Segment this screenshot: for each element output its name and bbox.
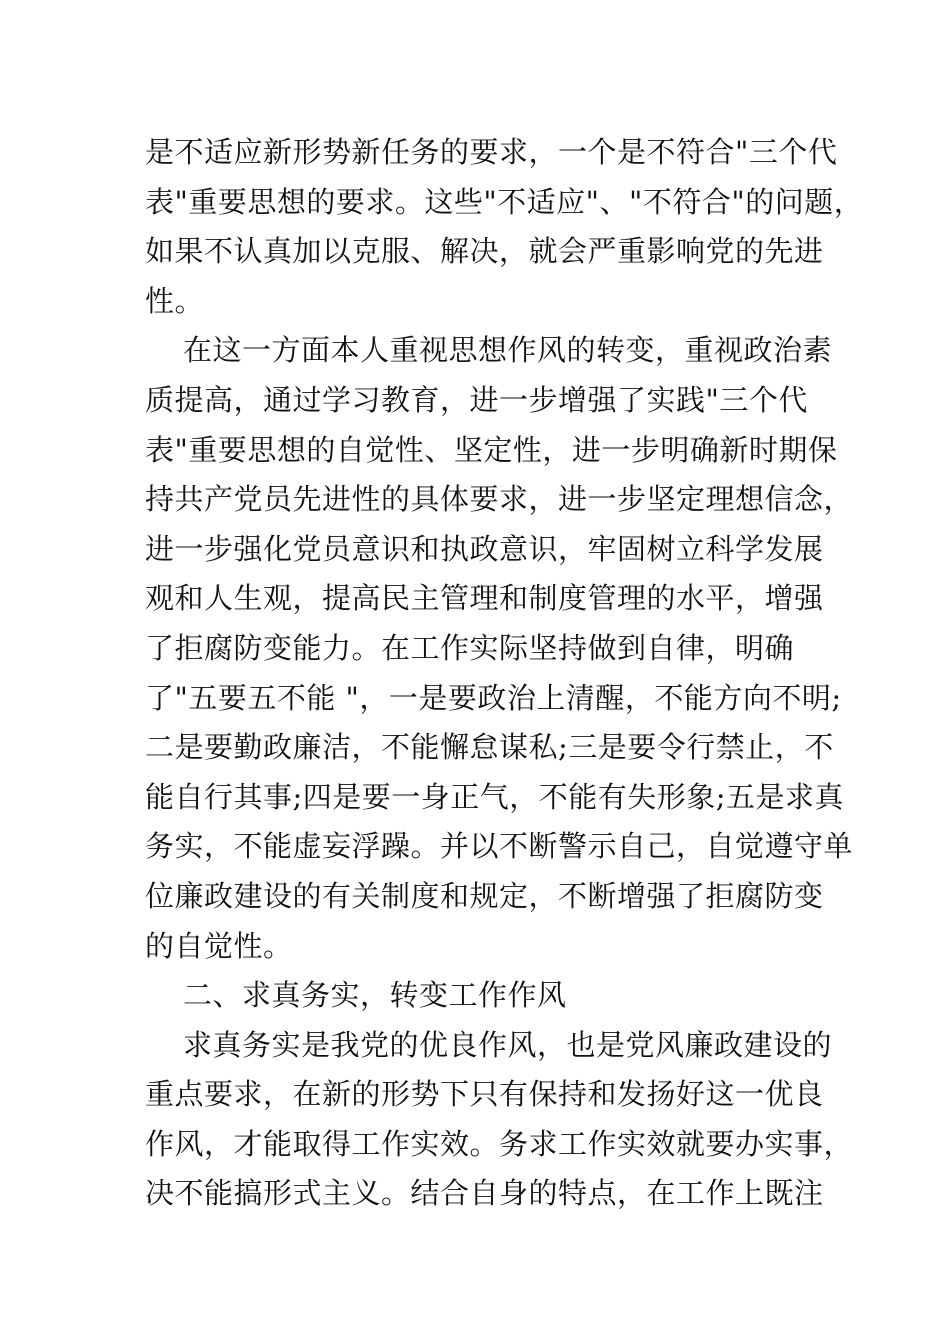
text-line: 务实，不能虚妄浮躁。并以不断警示自己，自觉遵守单 [145, 829, 854, 864]
text-line: 重点要求，在新的形势下只有保持和发扬好这一优良 [145, 1077, 824, 1112]
text-line: 是不适应新形势新任务的要求，一个是不符合"三个代 [145, 135, 838, 169]
text-line: 了拒腐防变能力。在工作实际坚持做到自律，明确 [145, 630, 795, 665]
text-line: 在这一方面本人重视思想作风的转变，重视政治素 [183, 333, 833, 368]
text-line: 求真务实是我党的优良作风，也是党风廉政建设的 [183, 1027, 833, 1062]
text-line: 作风，才能取得工作实效。务求工作实效就要办实事， [145, 1126, 854, 1161]
text-line: 进一步强化党员意识和执政意识，牢固树立科学发展 [145, 531, 824, 566]
text-line: 质提高，通过学习教育，进一步增强了实践"三个代 [145, 382, 808, 417]
text-line: 决不能搞形式主义。结合自身的特点，在工作上既注 [145, 1176, 824, 1211]
body-text [145, 128, 864, 1219]
text-line: 表"重要思想的自觉性、坚定性，进一步明确新时期保 [145, 432, 838, 467]
text-line: 二、求真务实，转变工作作风 [183, 978, 567, 1013]
text-line: 观和人生观，提高民主管理和制度管理的水平，增强 [145, 581, 824, 616]
text-line: 性。 [145, 283, 205, 318]
text-line: 二是要勤政廉洁，不能懈怠谋私;三是要令行禁止，不 [145, 730, 834, 765]
text-line: 的自觉性。 [145, 928, 293, 963]
text-line: 如果不认真加以克服、解决，就会严重影响党的先进 [145, 234, 824, 269]
text-line: 位廉政建设的有关制度和规定，不断增强了拒腐防变 [145, 878, 824, 913]
text-line: 表"重要思想的要求。这些"不适应"、"不符合"的问题， [145, 184, 864, 219]
text-line: 持共产党员先进性的具体要求，进一步坚定理想信念， [145, 482, 854, 517]
text-line: 能自行其事;四是要一身正气，不能有失形象;五是求真 [145, 779, 845, 814]
text-line: 了"五要五不能 "，一是要政治上清醒，不能方向不明; [145, 680, 842, 715]
